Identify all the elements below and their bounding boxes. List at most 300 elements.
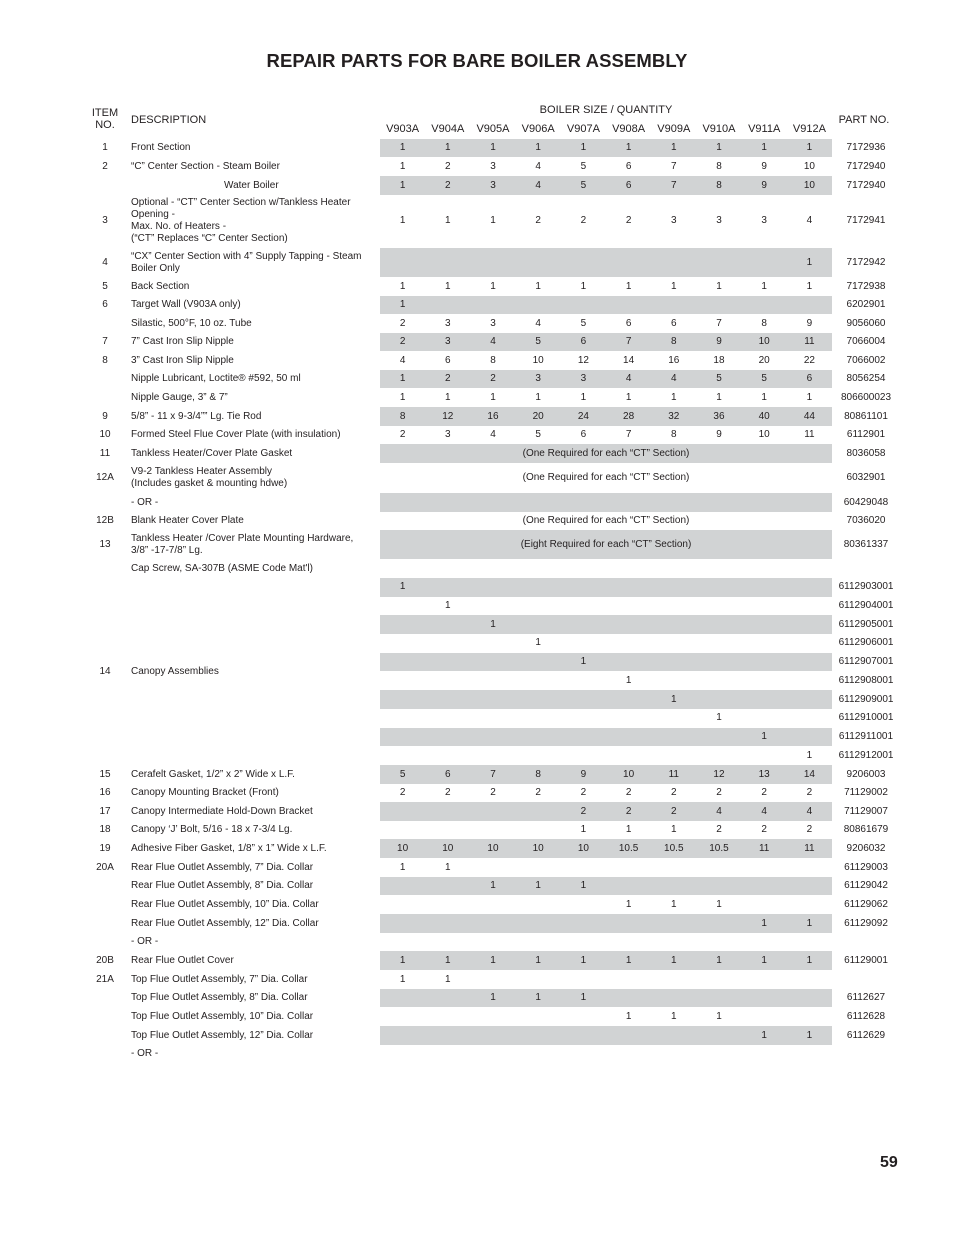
quantity-cell: 7 xyxy=(671,179,677,191)
part-description: 5/8” - 11 x 9-3/4”” Lg. Tie Rod xyxy=(131,410,262,422)
part-description: Rear Flue Outlet Assembly, 12” Dia. Collar xyxy=(131,917,319,929)
quantity-cell: 1 xyxy=(445,973,451,985)
quantity-cell: 9 xyxy=(716,429,722,440)
quantity-cell: 1 xyxy=(625,280,632,292)
part-description: Silastic, 500°F, 10 oz. Tube xyxy=(131,317,252,329)
table-row xyxy=(0,351,954,370)
quantity-cell: 1 xyxy=(490,954,496,966)
part-number: 6112912001 xyxy=(838,749,894,761)
quantity-cell: 8 xyxy=(671,336,677,347)
quantity-cell: 1 xyxy=(580,954,587,966)
part-description: Canopy Intermediate Hold-Down Bracket xyxy=(131,805,313,817)
quantity-cell: 14 xyxy=(803,768,815,780)
quantity-cell: 1 xyxy=(625,898,632,910)
quantity-cell: 11 xyxy=(804,429,815,440)
quantity-cell: 1 xyxy=(535,992,541,1003)
quantity-cell: 2 xyxy=(580,215,587,226)
part-number: 6112909001 xyxy=(838,693,894,705)
quantity-note: (Eight Required for each “CT” Section) xyxy=(520,538,692,550)
part-number: 61129001 xyxy=(844,954,888,966)
quantity-cell: 6 xyxy=(580,429,587,440)
quantity-cell: 10 xyxy=(577,842,589,854)
model-header: V909A xyxy=(657,123,691,135)
quantity-cell: 4 xyxy=(535,317,541,329)
quantity-cell: 1 xyxy=(490,280,496,292)
row-shading xyxy=(380,296,832,314)
quantity-cell: 6 xyxy=(580,336,587,347)
part-number: 7172942 xyxy=(846,256,886,268)
part-description: Formed Steel Flue Cover Plate (with insulation) xyxy=(131,429,341,440)
quantity-cell: 16 xyxy=(487,410,499,422)
table-row xyxy=(0,493,954,512)
row-shading xyxy=(380,989,832,1007)
quantity-cell: 4 xyxy=(535,179,541,191)
model-header: V912A xyxy=(792,123,826,135)
row-shading xyxy=(380,615,832,634)
part-number: 6112628 xyxy=(846,1010,886,1022)
part-number: 80361337 xyxy=(843,538,889,550)
row-shading xyxy=(380,653,832,672)
part-description: “C” Center Section - Steam Boiler xyxy=(131,160,280,172)
quantity-cell: 2 xyxy=(580,805,587,817)
quantity-cell: 9 xyxy=(761,160,767,172)
part-description: Rear Flue Outlet Assembly, 7” Dia. Collar xyxy=(131,861,314,873)
quantity-cell: 7 xyxy=(625,429,632,440)
quantity-cell: 5 xyxy=(535,336,541,347)
quantity-cell: 44 xyxy=(803,410,815,422)
part-description: Canopy ‘J’ Bolt, 5/16 - 18 x 7-3/4 Lg. xyxy=(131,824,293,835)
quantity-cell: 1 xyxy=(716,712,722,724)
table-row xyxy=(0,444,954,463)
quantity-cell: 1 xyxy=(716,142,722,153)
table-row xyxy=(0,597,954,616)
quantity-cell: 1 xyxy=(716,954,722,966)
item-number: 1 xyxy=(102,142,108,153)
quantity-cell: 3 xyxy=(490,179,496,191)
quantity-note: (One Required for each “CT” Section) xyxy=(522,447,690,459)
quantity-cell: 13 xyxy=(758,768,770,780)
quantity-cell: 1 xyxy=(580,142,587,153)
quantity-cell: 3 xyxy=(445,336,451,347)
quantity-cell: 11 xyxy=(804,842,815,854)
part-number: 7066004 xyxy=(846,336,886,347)
quantity-cell: 4 xyxy=(625,373,632,384)
quantity-cell: 3 xyxy=(445,317,451,329)
part-number: 6112910001 xyxy=(838,712,894,724)
quantity-cell: 8 xyxy=(761,317,767,329)
quantity-cell: 8 xyxy=(490,354,496,366)
table-row xyxy=(0,634,954,653)
part-description: Blank Heater Cover Plate xyxy=(131,515,244,526)
quantity-cell: 1 xyxy=(399,142,406,153)
model-header: V905A xyxy=(476,123,510,135)
quantity-cell: 8 xyxy=(671,429,677,440)
quantity-cell: 1 xyxy=(399,299,406,310)
quantity-cell: 1 xyxy=(580,656,587,668)
quantity-cell: 1 xyxy=(761,142,767,153)
item-number: 19 xyxy=(99,842,111,854)
table-row xyxy=(0,709,954,728)
quantity-cell: 8 xyxy=(716,179,722,191)
item-number: 13 xyxy=(99,538,111,550)
quantity-cell: 9 xyxy=(806,317,813,329)
part-number: 61129092 xyxy=(844,917,888,929)
item-number: 9 xyxy=(102,410,108,422)
quantity-cell: 9 xyxy=(580,768,587,780)
quantity-cell: 1 xyxy=(490,142,496,153)
model-header: V903A xyxy=(386,123,420,135)
quantity-cell: 4 xyxy=(761,805,767,817)
quantity-cell: 1 xyxy=(625,391,632,403)
quantity-cell: 1 xyxy=(535,880,541,891)
part-description: 3” Cast Iron Slip Nipple xyxy=(131,354,234,366)
quantity-cell: 1 xyxy=(580,824,587,835)
part-number: 61129003 xyxy=(844,861,888,873)
quantity-cell: 1 xyxy=(716,1010,722,1022)
quantity-cell: 1 xyxy=(671,898,677,910)
table-row xyxy=(0,728,954,747)
quantity-cell: 1 xyxy=(399,179,406,191)
quantity-cell: 1 xyxy=(580,391,587,403)
quantity-cell: 1 xyxy=(806,256,813,268)
quantity-cell: 1 xyxy=(490,215,496,226)
quantity-cell: 1 xyxy=(806,280,813,292)
quantity-cell: 2 xyxy=(716,787,722,798)
quantity-cell: 1 xyxy=(806,954,813,966)
part-number: 71129002 xyxy=(844,787,888,798)
quantity-cell: 1 xyxy=(806,1029,813,1041)
item-number: 12A xyxy=(96,472,114,483)
quantity-cell: 2 xyxy=(490,373,496,384)
quantity-cell: 5 xyxy=(535,429,541,440)
quantity-cell: 1 xyxy=(580,880,587,891)
item-number: 6 xyxy=(102,299,108,310)
part-description: Cerafelt Gasket, 1/2” x 2” Wide x L.F. xyxy=(131,768,295,780)
quantity-cell: 1 xyxy=(671,954,677,966)
item-number: 15 xyxy=(99,768,111,780)
quantity-cell: 1 xyxy=(399,280,406,292)
quantity-cell: 11 xyxy=(668,768,679,780)
quantity-cell: 1 xyxy=(399,954,406,966)
part-number: 6112906001 xyxy=(838,637,894,649)
quantity-cell: 4 xyxy=(716,805,722,817)
quantity-cell: 1 xyxy=(445,600,451,612)
part-number: 80861101 xyxy=(844,410,888,422)
quantity-cell: 4 xyxy=(490,429,496,440)
quantity-cell: 3 xyxy=(580,373,587,384)
quantity-cell: 2 xyxy=(761,824,767,835)
quantity-cell: 7 xyxy=(625,336,632,347)
item-number: 7 xyxy=(102,336,108,347)
table-row xyxy=(0,970,954,989)
page-number: 59 xyxy=(880,1154,898,1171)
part-description: - OR - xyxy=(131,496,159,508)
part-number: 6032901 xyxy=(846,472,886,483)
table-row xyxy=(0,672,954,691)
item-number: 14 xyxy=(99,665,111,677)
item-no-header: ITEM NO. xyxy=(91,107,119,131)
quantity-cell: 9 xyxy=(761,179,767,191)
model-header: V907A xyxy=(566,123,600,135)
part-number: 7172936 xyxy=(846,142,886,153)
quantity-cell: 1 xyxy=(490,992,496,1003)
quantity-cell: 2 xyxy=(445,373,451,384)
part-description: Canopy Mounting Bracket (Front) xyxy=(131,787,279,798)
part-description: Cap Screw, SA-307B (ASME Code Mat'l) xyxy=(131,562,313,574)
quantity-cell: 2 xyxy=(806,787,813,798)
table-row xyxy=(0,248,954,277)
part-number: 6112903001 xyxy=(838,581,894,593)
part-description: - OR - xyxy=(131,1048,159,1059)
quantity-cell: 1 xyxy=(671,280,677,292)
quantity-cell: 10 xyxy=(487,842,499,854)
table-row xyxy=(0,839,954,858)
part-number: 9206032 xyxy=(846,842,886,854)
part-number: 7172940 xyxy=(846,179,886,191)
quantity-cell: 6 xyxy=(806,373,813,384)
quantity-cell: 1 xyxy=(445,954,451,966)
quantity-cell: 12 xyxy=(713,768,725,780)
row-shading xyxy=(380,493,832,512)
part-number: 6112629 xyxy=(846,1029,886,1041)
quantity-cell: 4 xyxy=(671,373,677,384)
quantity-cell: 24 xyxy=(577,410,589,422)
quantity-cell: 2 xyxy=(399,336,406,347)
quantity-cell: 5 xyxy=(761,373,767,384)
quantity-cell: 1 xyxy=(625,1010,632,1022)
quantity-cell: 1 xyxy=(445,391,451,403)
item-number: 17 xyxy=(99,805,111,817)
quantity-cell: 2 xyxy=(399,317,406,329)
quantity-cell: 2 xyxy=(535,787,541,798)
part-number: 61129042 xyxy=(844,880,888,891)
quantity-cell: 1 xyxy=(806,749,813,761)
table-row xyxy=(0,1007,954,1026)
quantity-cell: 2 xyxy=(716,824,722,835)
table-row xyxy=(0,559,954,578)
quantity-cell: 4 xyxy=(806,805,813,817)
quantity-cell: 2 xyxy=(671,805,677,817)
quantity-cell: 10 xyxy=(532,842,544,854)
part-description: Top Flue Outlet Assembly, 12” Dia. Collar xyxy=(131,1029,314,1041)
quantity-cell: 10.5 xyxy=(709,842,729,854)
table-row xyxy=(0,176,954,195)
quantity-cell: 1 xyxy=(399,581,406,593)
quantity-cell: 10 xyxy=(442,842,454,854)
model-header: V904A xyxy=(431,123,465,135)
part-number: 6112901 xyxy=(846,429,886,440)
part-description: Top Flue Outlet Assembly, 8” Dia. Collar xyxy=(131,992,308,1003)
quantity-cell: 1 xyxy=(671,693,677,705)
row-shading xyxy=(380,877,832,895)
model-header: V908A xyxy=(612,123,646,135)
quantity-cell: 8 xyxy=(399,410,406,422)
part-number: 7172938 xyxy=(846,280,886,292)
table-row xyxy=(0,370,954,388)
table-row xyxy=(0,784,954,802)
part-description: Nipple Lubricant, Loctite® #592, 50 ml xyxy=(131,373,301,384)
table-row xyxy=(0,1026,954,1045)
table-row xyxy=(0,1045,954,1063)
quantity-cell: 4 xyxy=(490,336,496,347)
item-number: 5 xyxy=(102,280,108,292)
part-number: 6112627 xyxy=(846,992,886,1003)
quantity-cell: 1 xyxy=(761,954,767,966)
quantity-cell: 10.5 xyxy=(664,842,684,854)
part-number: 7172941 xyxy=(846,215,886,226)
part-description: Adhesive Fiber Gasket, 1/8” x 1” Wide x L.F. xyxy=(131,842,327,854)
quantity-cell: 7 xyxy=(490,768,496,780)
quantity-cell: 22 xyxy=(803,354,815,366)
quantity-cell: 1 xyxy=(806,142,813,153)
part-description: Top Flue Outlet Assembly, 7” Dia. Collar xyxy=(131,973,308,985)
item-number: 8 xyxy=(102,354,108,366)
quantity-cell: 3 xyxy=(716,215,722,226)
quantity-cell: 7 xyxy=(716,317,722,329)
part-number: 6112911001 xyxy=(838,730,894,742)
quantity-cell: 12 xyxy=(577,354,589,366)
table-row xyxy=(0,407,954,426)
quantity-cell: 1 xyxy=(535,142,541,153)
quantity-cell: 4 xyxy=(399,354,406,366)
quantity-cell: 1 xyxy=(399,215,406,226)
part-description: V9-2 Tankless Heater Assembly (Includes gasket & mounting hdwe) xyxy=(131,466,288,489)
quantity-cell: 1 xyxy=(535,280,541,292)
quantity-cell: 3 xyxy=(671,215,677,226)
table-row xyxy=(0,277,954,296)
quantity-cell: 1 xyxy=(399,160,406,172)
quantity-cell: 2 xyxy=(625,805,632,817)
part-number: 71129007 xyxy=(844,805,888,817)
boiler-size-header: BOILER SIZE / QUANTITY xyxy=(539,104,673,116)
table-row xyxy=(0,157,954,176)
quantity-cell: 2 xyxy=(806,824,813,835)
quantity-cell: 1 xyxy=(580,992,587,1003)
model-header: V906A xyxy=(521,123,555,135)
item-number: 2 xyxy=(102,160,108,172)
quantity-cell: 2 xyxy=(580,787,587,798)
quantity-cell: 7 xyxy=(671,160,677,172)
table-row xyxy=(0,877,954,895)
quantity-cell: 9 xyxy=(716,336,722,347)
quantity-cell: 1 xyxy=(490,880,496,891)
quantity-cell: 10 xyxy=(623,768,635,780)
table-row xyxy=(0,512,954,530)
part-number: 7036020 xyxy=(846,515,886,526)
part-number: 9206003 xyxy=(846,768,886,780)
quantity-cell: 2 xyxy=(490,787,496,798)
quantity-cell: 1 xyxy=(625,674,632,686)
table-row xyxy=(0,914,954,933)
quantity-cell: 1 xyxy=(625,142,632,153)
table-row xyxy=(0,615,954,634)
quantity-cell: 5 xyxy=(580,317,587,329)
quantity-cell: 2 xyxy=(399,429,406,440)
part-number: 806600023 xyxy=(840,391,892,403)
quantity-cell: 1 xyxy=(761,391,767,403)
table-row xyxy=(0,951,954,970)
quantity-cell: 1 xyxy=(445,215,451,226)
quantity-cell: 1 xyxy=(671,1010,677,1022)
quantity-note: (One Required for each “CT” Section) xyxy=(522,515,690,526)
quantity-cell: 3 xyxy=(490,160,496,172)
quantity-cell: 5 xyxy=(399,768,406,780)
quantity-cell: 1 xyxy=(716,391,722,403)
quantity-cell: 6 xyxy=(445,768,451,780)
quantity-cell: 1 xyxy=(399,391,406,403)
quantity-cell: 10 xyxy=(532,354,544,366)
description-header: DESCRIPTION xyxy=(131,114,207,126)
part-number: 9056060 xyxy=(846,317,886,329)
quantity-cell: 36 xyxy=(713,410,725,422)
quantity-cell: 1 xyxy=(445,280,451,292)
table-row xyxy=(0,139,954,157)
table-row xyxy=(0,653,954,672)
table-row xyxy=(0,821,954,839)
table-row xyxy=(0,530,954,559)
quantity-cell: 5 xyxy=(580,160,587,172)
quantity-cell: 6 xyxy=(625,179,632,191)
part-description: Rear Flue Outlet Assembly, 8” Dia. Collar xyxy=(131,880,314,891)
quantity-cell: 1 xyxy=(761,730,767,742)
table-row xyxy=(0,314,954,333)
table-row xyxy=(0,578,954,597)
quantity-cell: 1 xyxy=(490,618,496,630)
quantity-cell: 10 xyxy=(758,336,770,347)
quantity-cell: 2 xyxy=(761,787,767,798)
table-row xyxy=(0,195,954,247)
part-description: Nipple Gauge, 3” & 7” xyxy=(131,391,228,403)
row-shading xyxy=(380,690,832,709)
table-row xyxy=(0,989,954,1007)
quantity-cell: 10 xyxy=(758,429,770,440)
part-description: Front Section xyxy=(131,142,191,153)
table-row xyxy=(0,690,954,709)
part-description: Rear Flue Outlet Cover xyxy=(131,954,234,966)
page-title: REPAIR PARTS FOR BARE BOILER ASSEMBLY xyxy=(266,50,688,71)
quantity-cell: 4 xyxy=(806,215,813,226)
quantity-cell: 3 xyxy=(445,429,451,440)
quantity-cell: 6 xyxy=(625,317,632,329)
quantity-cell: 3 xyxy=(535,373,541,384)
quantity-cell: 11 xyxy=(804,336,815,347)
quantity-note: (One Required for each “CT” Section) xyxy=(522,472,690,483)
quantity-cell: 2 xyxy=(535,215,541,226)
quantity-cell: 18 xyxy=(713,354,725,366)
quantity-cell: 1 xyxy=(535,391,541,403)
item-number: 16 xyxy=(99,787,111,798)
quantity-cell: 1 xyxy=(490,391,496,403)
part-description: Tankless Heater/Cover Plate Gasket xyxy=(131,447,293,459)
table-row xyxy=(0,426,954,444)
part-description: Canopy Assemblies xyxy=(131,665,219,677)
part-description: Rear Flue Outlet Assembly, 10” Dia. Collar xyxy=(131,898,319,910)
part-description: - OR - xyxy=(131,936,159,947)
part-description: Back Section xyxy=(131,280,190,292)
quantity-cell: 1 xyxy=(399,373,406,384)
item-number: 20A xyxy=(96,861,114,873)
model-header: V911A xyxy=(748,123,781,135)
table-row xyxy=(0,463,954,493)
quantity-cell: 1 xyxy=(716,898,722,910)
quantity-cell: 1 xyxy=(671,142,677,153)
quantity-cell: 2 xyxy=(625,215,632,226)
quantity-cell: 20 xyxy=(532,410,544,422)
quantity-cell: 11 xyxy=(758,842,770,854)
part-description: Tankless Heater /Cover Plate Mounting Hardware, 3/8” -17-7/8” Lg. xyxy=(131,532,354,556)
part-description: Water Boiler xyxy=(224,179,279,191)
quantity-cell: 16 xyxy=(668,354,680,366)
